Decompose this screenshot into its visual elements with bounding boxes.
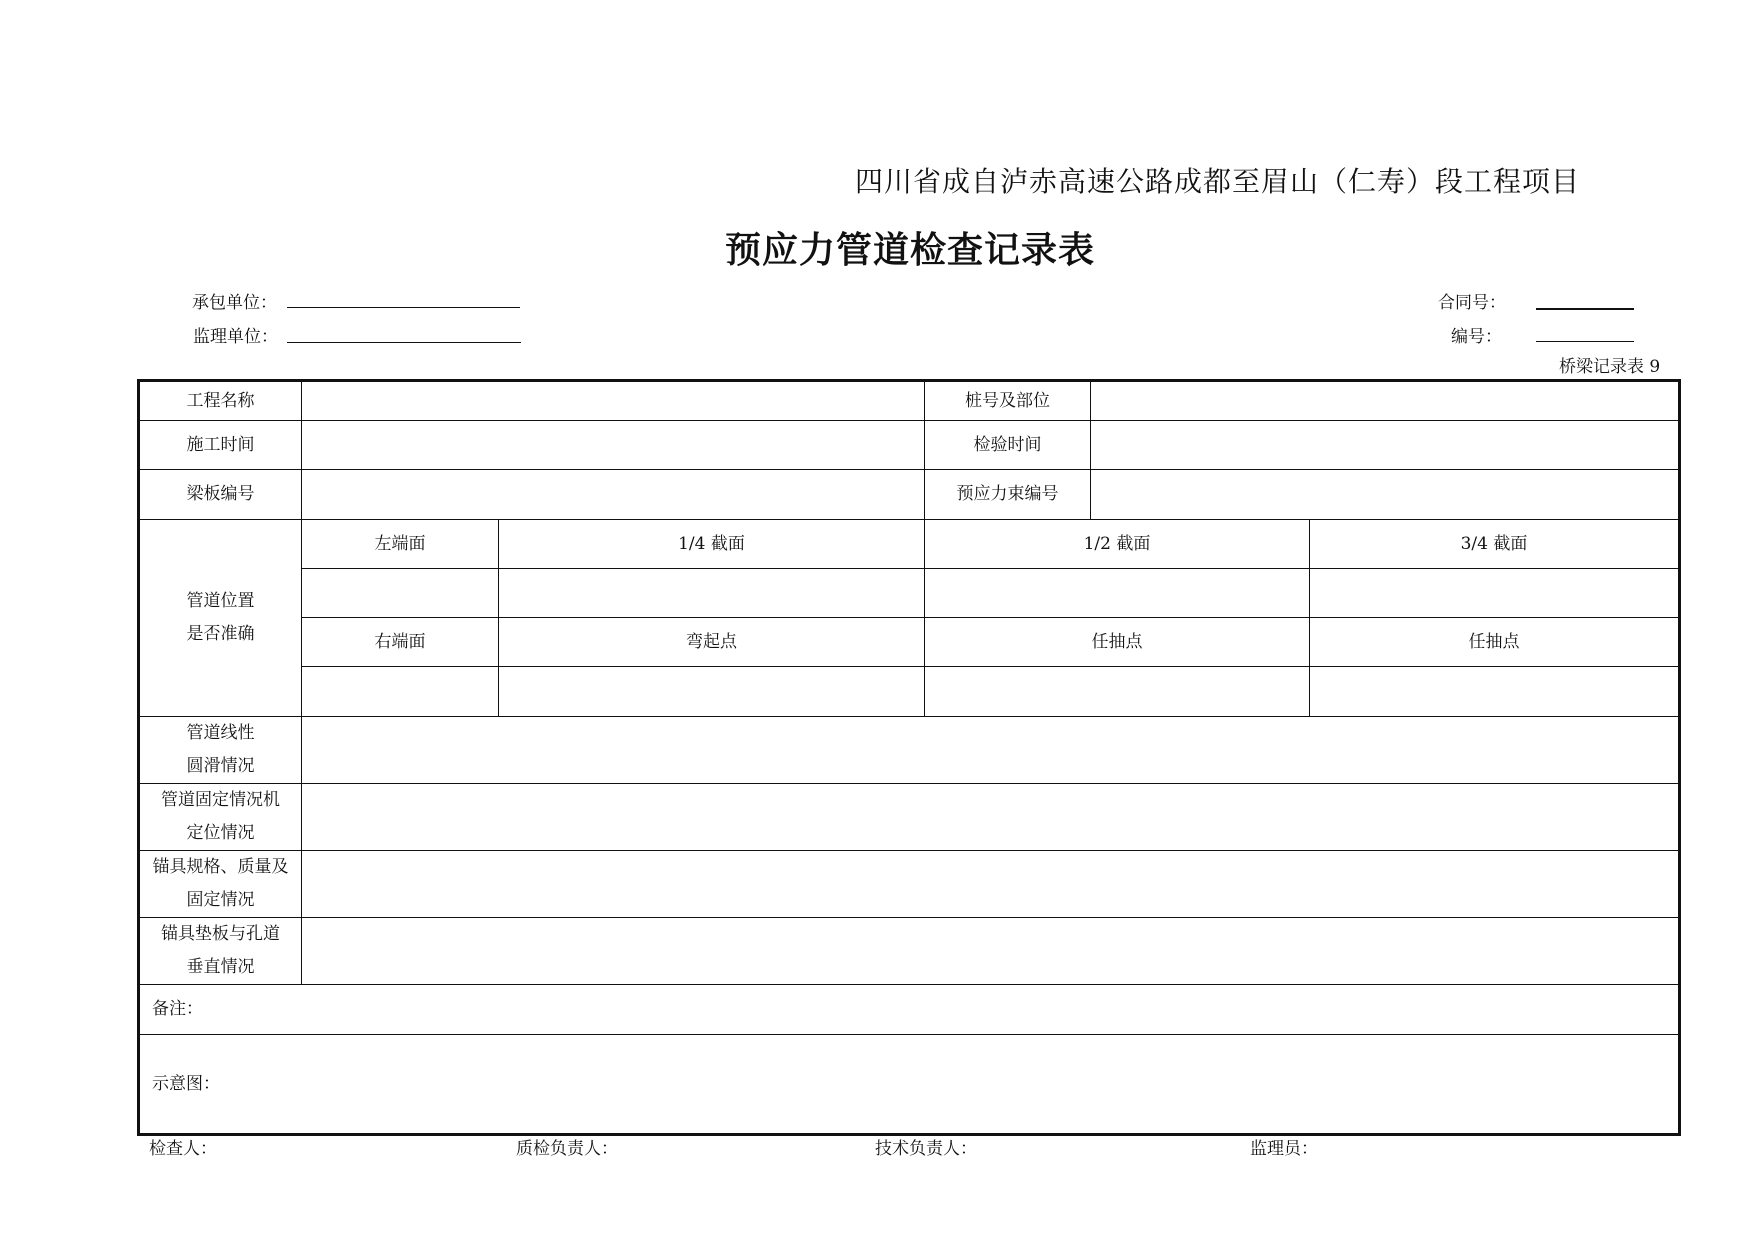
table-row [139, 421, 1680, 470]
duct-fixing-line1: 管道固定情况机 [161, 790, 280, 810]
tendon-no-label: 预应力束编号 [925, 470, 1091, 519]
form-code: 桥梁记录表 9 [1559, 357, 1661, 377]
table-row [139, 569, 1680, 618]
right-end-value[interactable] [302, 667, 499, 717]
anchor-plate-value[interactable] [302, 918, 1680, 985]
inspection-time-label: 检验时间 [925, 421, 1091, 469]
tech-lead-label: 技术负责人： [875, 1139, 977, 1159]
random-point-1-value[interactable] [925, 667, 1310, 717]
construction-time-label: 施工时间 [139, 421, 302, 470]
remarks-label: 备注： [152, 999, 203, 1019]
anchor-spec-value[interactable] [302, 851, 1680, 918]
duct-linearity-line1: 管道线性 [186, 723, 255, 743]
table-row [139, 520, 1680, 569]
duct-fixing-label [139, 784, 302, 851]
bend-point-header: 弯起点 [499, 618, 925, 667]
form-title: 预应力管道检查记录表 [724, 229, 1095, 271]
beam-no-value[interactable] [302, 470, 925, 520]
anchor-plate-line1: 锚具垫板与孔道 [161, 924, 280, 944]
project-name-value[interactable] [302, 381, 925, 421]
contractor-label: 承包单位： [192, 293, 277, 313]
table-row [139, 985, 1680, 1035]
supervisor-sign-label: 监理员： [1250, 1139, 1318, 1159]
table-row [139, 667, 1680, 717]
pile-location-label: 桩号及部位 [925, 382, 1091, 420]
inspector-label: 检查人： [149, 1139, 217, 1159]
project-title: 四川省成自泸赤高速公路成都至眉山（仁寿）段工程项目 [855, 165, 1581, 198]
left-end-value[interactable] [302, 569, 499, 618]
table-row [139, 1035, 1680, 1135]
project-name-label: 工程名称 [139, 381, 302, 421]
pile-location-cell [925, 381, 1680, 421]
duct-position-line2: 是否准确 [186, 624, 255, 644]
contract-no-field[interactable] [1536, 308, 1634, 310]
table-row [139, 918, 1680, 985]
three-quarter-section-value[interactable] [1310, 569, 1680, 618]
anchor-spec-line2: 固定情况 [186, 890, 255, 910]
duct-fixing-line2: 定位情况 [186, 823, 255, 843]
duct-fixing-value[interactable] [302, 784, 1680, 851]
anchor-plate-label [139, 918, 302, 985]
sketch-label: 示意图： [152, 1073, 220, 1094]
tendon-no-value[interactable] [1091, 470, 1678, 519]
table-row [139, 381, 1680, 421]
duct-linearity-line2: 圆滑情况 [186, 756, 255, 776]
inspection-time-cell [925, 421, 1680, 470]
left-end-header: 左端面 [302, 520, 499, 569]
pile-location-value[interactable] [1091, 382, 1678, 420]
anchor-spec-label [139, 851, 302, 918]
inspection-time-value[interactable] [1091, 421, 1678, 469]
random-point-1-header: 任抽点 [925, 618, 1310, 667]
sketch-field[interactable] [139, 1035, 1680, 1135]
inspection-table [137, 379, 1681, 1136]
serial-no-field[interactable] [1536, 341, 1634, 342]
anchor-spec-line1: 锚具规格、质量及 [152, 857, 289, 877]
table-row [139, 717, 1680, 784]
duct-position-line1: 管道位置 [186, 591, 255, 611]
quarter-section-header: 1/4 截面 [499, 520, 925, 569]
serial-no-label: 编号： [1451, 327, 1502, 347]
beam-no-label: 梁板编号 [139, 470, 302, 520]
duct-linearity-value[interactable] [302, 717, 1680, 784]
duct-linearity-label [139, 717, 302, 784]
table-row [139, 470, 1680, 520]
supervisor-label: 监理单位： [193, 327, 278, 347]
table-row [139, 851, 1680, 918]
random-point-2-value[interactable] [1310, 667, 1680, 717]
bend-point-value[interactable] [499, 667, 925, 717]
qc-lead-label: 质检负责人： [516, 1139, 618, 1159]
table-row [139, 784, 1680, 851]
anchor-plate-line2: 垂直情况 [186, 957, 255, 977]
three-quarter-section-header: 3/4 截面 [1310, 520, 1680, 569]
duct-position-label [139, 520, 302, 717]
supervisor-field[interactable] [287, 342, 521, 343]
right-end-header: 右端面 [302, 618, 499, 667]
contract-no-label: 合同号： [1438, 293, 1506, 313]
half-section-value[interactable] [925, 569, 1310, 618]
table-row [139, 618, 1680, 667]
remarks-field[interactable] [139, 985, 1680, 1035]
quarter-section-value[interactable] [499, 569, 925, 618]
half-section-header: 1/2 截面 [925, 520, 1310, 569]
tendon-no-cell [925, 470, 1680, 520]
construction-time-value[interactable] [302, 421, 925, 470]
contractor-field[interactable] [287, 307, 520, 308]
random-point-2-header: 任抽点 [1310, 618, 1680, 667]
